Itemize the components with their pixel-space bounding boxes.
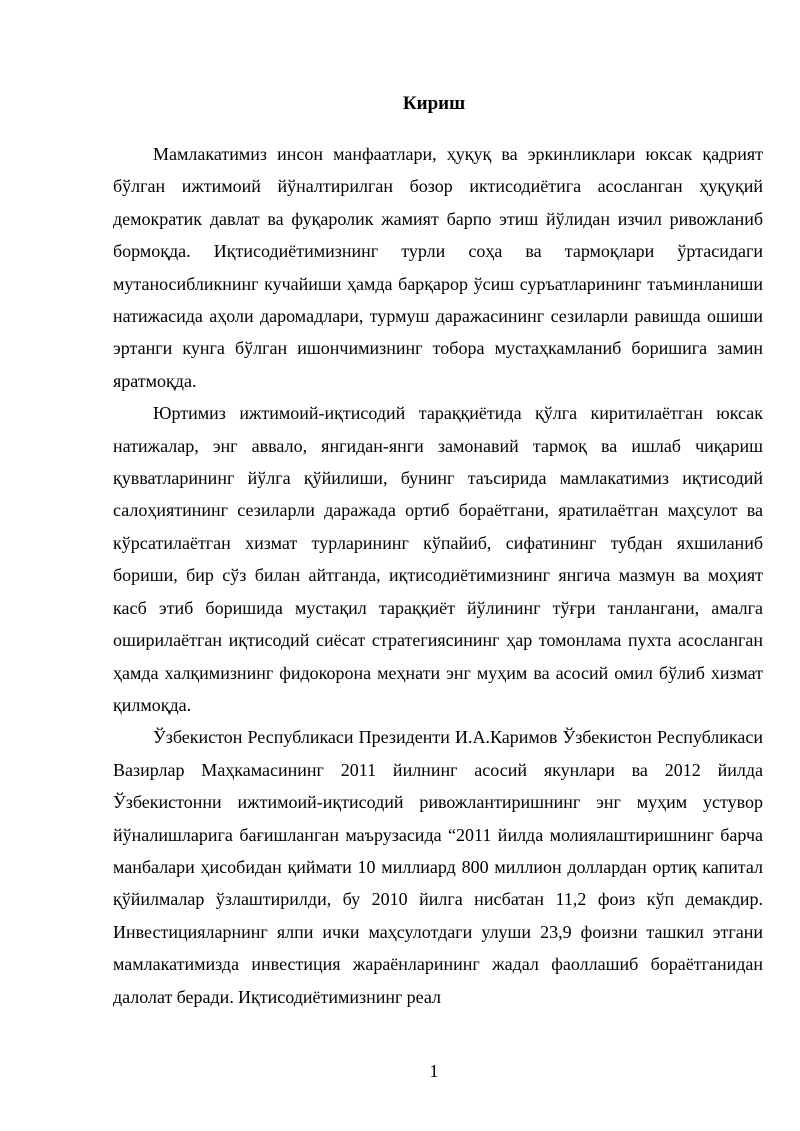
paragraph-2: Юртимиз ижтимоий-иқтисодий тараққиётида қўлга киритилаётган юксак натижалар, энг аввало, янгидан-янги замонавий тармоқ ва ишлаб чиқариш қувватларининг йўлга қўйилиши, бунинг таъсирида мамлакатимиз иқтисодий салоҳиятининг сезиларли даражада ортиб бораётгани, яратилаётган маҳсулот ва кўрсатилаётган хизмат турларининг кўпайиб, сифатининг тубдан яхшиланиб бориши, бир сўз билан айтганда, иқтисодиётимизнинг янгича мазмун ва моҳият касб этиб боришида мустақил тараққиёт йўлининг тўғри танлангани, амалга оширилаётган иқтисодий сиёсат стратегиясининг ҳар томонлама пухта асосланган ҳамда халқимизнинг фидокорона меҳнати энг муҳим ва асосий омил бўлиб хизмат қилмоқда. <box>113 403 763 715</box>
paragraph-1: Мамлакатимиз инсон манфаатлари, ҳуқуқ ва эркинликлари юксак қадрият бўлган ижтимоий йўналтирилган бозор иктисодиётига асосланган ҳуқуқий демократик давлат ва фуқаролик жамият барпо этиш йўлидан изчил ривожланиб бормоқда. Иқтисодиётимизнинг турли соҳа ва тармоқлари ўртасидаги мутаносибликнинг кучайиши ҳамда барқарор ўсиш суръатларининг таъминланиши натижасида аҳоли даромадлари, турмуш даражасининг сезиларли равишда ошиши эртанги кунга бўлган ишончимизнинг тобора мустаҳкамланиб боришига замин яратмоқда. <box>113 144 763 391</box>
paragraph-3: Ўзбекистон Республикаси Президенти И.А.Каримов Ўзбекистон Республикаси Вазирлар Маҳкамасининг 2011 йилнинг асосий якунлари ва 2012 йилда Ўзбекистонни ижтимоий-иқтисодий ривожлантиришнинг энг муҳим устувор йўналишларига бағишланган маърузасида “2011 йилда молиялаштиришнинг барча манбалари ҳисобидан қиймати 10 миллиард 800 миллион доллардан ортиқ капитал қўйилмалар ўзлаштирилди, бу 2010 йилга нисбатан 11,2 фоиз кўп демакдир. Инвестицияларнинг ялпи ички маҳсулотдаги улуши 23,9 фоизни ташкил этгани мамлакатимизда инвестиция жараёнларининг жадал фаоллашиб бораётганидан далолат беради. Иқтисодиётимизнинг реал <box>113 727 763 1007</box>
body-text <box>113 138 763 1013</box>
page-title: Кириш <box>402 93 466 114</box>
page-number: 1 <box>429 1061 439 1081</box>
